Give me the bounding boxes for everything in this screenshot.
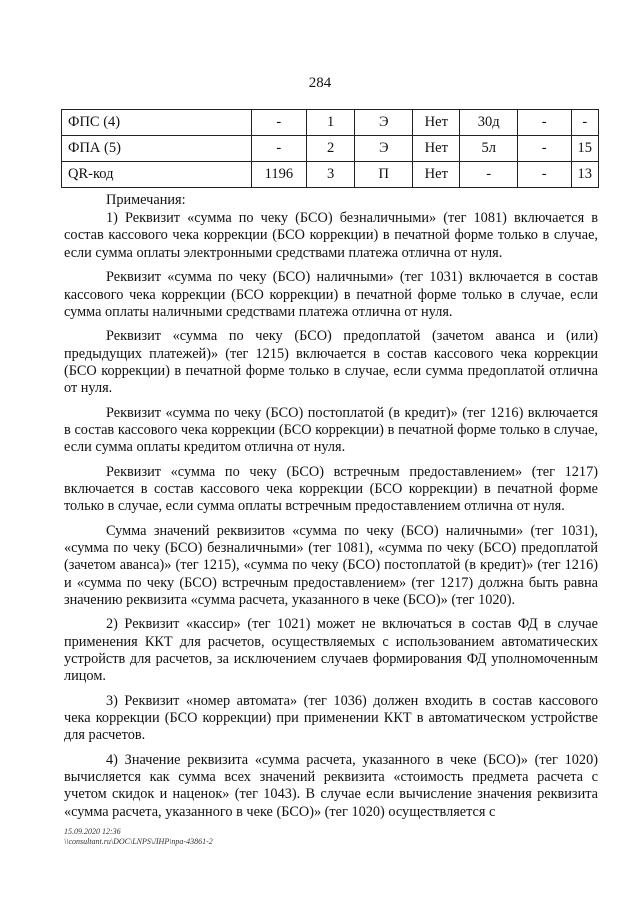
table-cell: - xyxy=(251,136,306,162)
table-cell: 2 xyxy=(306,136,355,162)
footer-path: \\consultant.ru\DOC\LNPS\ЛНР\npa-43861-2 xyxy=(64,837,213,846)
table-cell: 5л xyxy=(460,136,518,162)
table-cell: - xyxy=(571,110,599,136)
table-cell: 15 xyxy=(571,136,599,162)
note-paragraph: Реквизит «сумма по чеку (БСО) предоплатой (зачетом аванса и (или) предыдущих платежей)» (тег 1215) включается в состав кассового чека коррекции (БСО коррекции) в печатной форме только в случае, если сумма предоплатой отлична от нуля. xyxy=(64,328,598,397)
notes-section xyxy=(64,192,598,828)
table-cell: П xyxy=(355,162,413,188)
table-cell: - xyxy=(517,162,571,188)
table-row xyxy=(62,162,599,188)
note-paragraph: Реквизит «сумма по чеку (БСО) постоплатой (в кредит)» (тег 1216) включается в состав кассового чека коррекции (БСО коррекции) в печатной форме только в случае, если сумма оплаты кредитом отлична от нуля. xyxy=(64,404,598,456)
table-cell: 3 xyxy=(306,162,355,188)
table-cell: Нет xyxy=(413,136,460,162)
table-row xyxy=(62,136,599,162)
table-cell: 1196 xyxy=(251,162,306,188)
notes-heading: Примечания: xyxy=(106,192,186,208)
footer-timestamp: 15.09.2020 12:36 xyxy=(64,827,121,836)
table-cell: - xyxy=(517,110,571,136)
note-paragraph: Сумма значений реквизитов «сумма по чеку (БСО) наличными» (тег 1031), «сумма по чеку (БСО) безналичными» (тег 1081), «сумма по чеку (БСО) предоплатой (зачетом аванса)» (тег 1215), «сумма по чеку (БСО) постоплатой (в кредит)» (тег 1216) и «сумма по чеку (БСО) встречным предоставлением» (тег 1217) должна быть равна значению реквизита «сумма расчета, указанного в чеке (БСО)» (тег 1020). xyxy=(64,522,598,608)
table-row xyxy=(62,110,599,136)
table-cell: Э xyxy=(355,110,413,136)
page-number: 284 xyxy=(308,75,332,91)
table-cell: ФПА (5) xyxy=(62,136,252,162)
table-cell: Э xyxy=(355,136,413,162)
table-cell: 1 xyxy=(306,110,355,136)
table-cell: - xyxy=(251,110,306,136)
note-paragraph: 3) Реквизит «номер автомата» (тег 1036) должен входить в состав кассового чека коррекции (БСО коррекции) при применении ККТ в автоматическом устройстве для расчетов. xyxy=(64,692,598,744)
table-cell: 30д xyxy=(460,110,518,136)
table-cell: Нет xyxy=(413,110,460,136)
table-cell: Нет xyxy=(413,162,460,188)
requisites-table xyxy=(61,109,599,188)
note-paragraph: 2) Реквизит «кассир» (тег 1021) может не включаться в состав ФД в случае применения ККТ для расчетов, осуществляемых с использованием автоматических устройств для расчетов, за исключением случаев формирования ФД уполномоченным лицом. xyxy=(64,616,598,685)
note-paragraph: 4) Значение реквизита «сумма расчета, указанного в чеке (БСО)» (тег 1020) вычисляется как сумма всех значений реквизита «стоимость предмета расчета с учетом скидок и наценок» (тег 1043). В случае если вычисление значения реквизита «сумма расчета, указанного в чеке (БСО)» (тег 1020) осуществляется с xyxy=(64,751,598,820)
table-cell: QR-код xyxy=(62,162,252,188)
table-cell: - xyxy=(517,136,571,162)
document-footer xyxy=(64,827,213,847)
note-paragraph: Реквизит «сумма по чеку (БСО) встречным предоставлением» (тег 1217) включается в состав кассового чека коррекции (БСО коррекции) в печатной форме только в случае, если сумма оплаты встречным предоставлением отлична от нуля. xyxy=(64,463,598,515)
table-cell: 13 xyxy=(571,162,599,188)
table-cell: - xyxy=(460,162,518,188)
note-paragraph: 1) Реквизит «сумма по чеку (БСО) безналичными» (тег 1081) включается в состав кассового чека коррекции (БСО коррекции) в печатной форме только в случае, если сумма оплаты электронными средствами платежа отлична от нуля. xyxy=(64,210,598,261)
table-cell: ФПС (4) xyxy=(62,110,252,136)
note-paragraph: Реквизит «сумма по чеку (БСО) наличными» (тег 1031) включается в состав кассового чека коррекции (БСО коррекции) в печатной форме только в случае, если сумма оплаты наличными средствами платежа отлична от нуля. xyxy=(64,269,598,320)
